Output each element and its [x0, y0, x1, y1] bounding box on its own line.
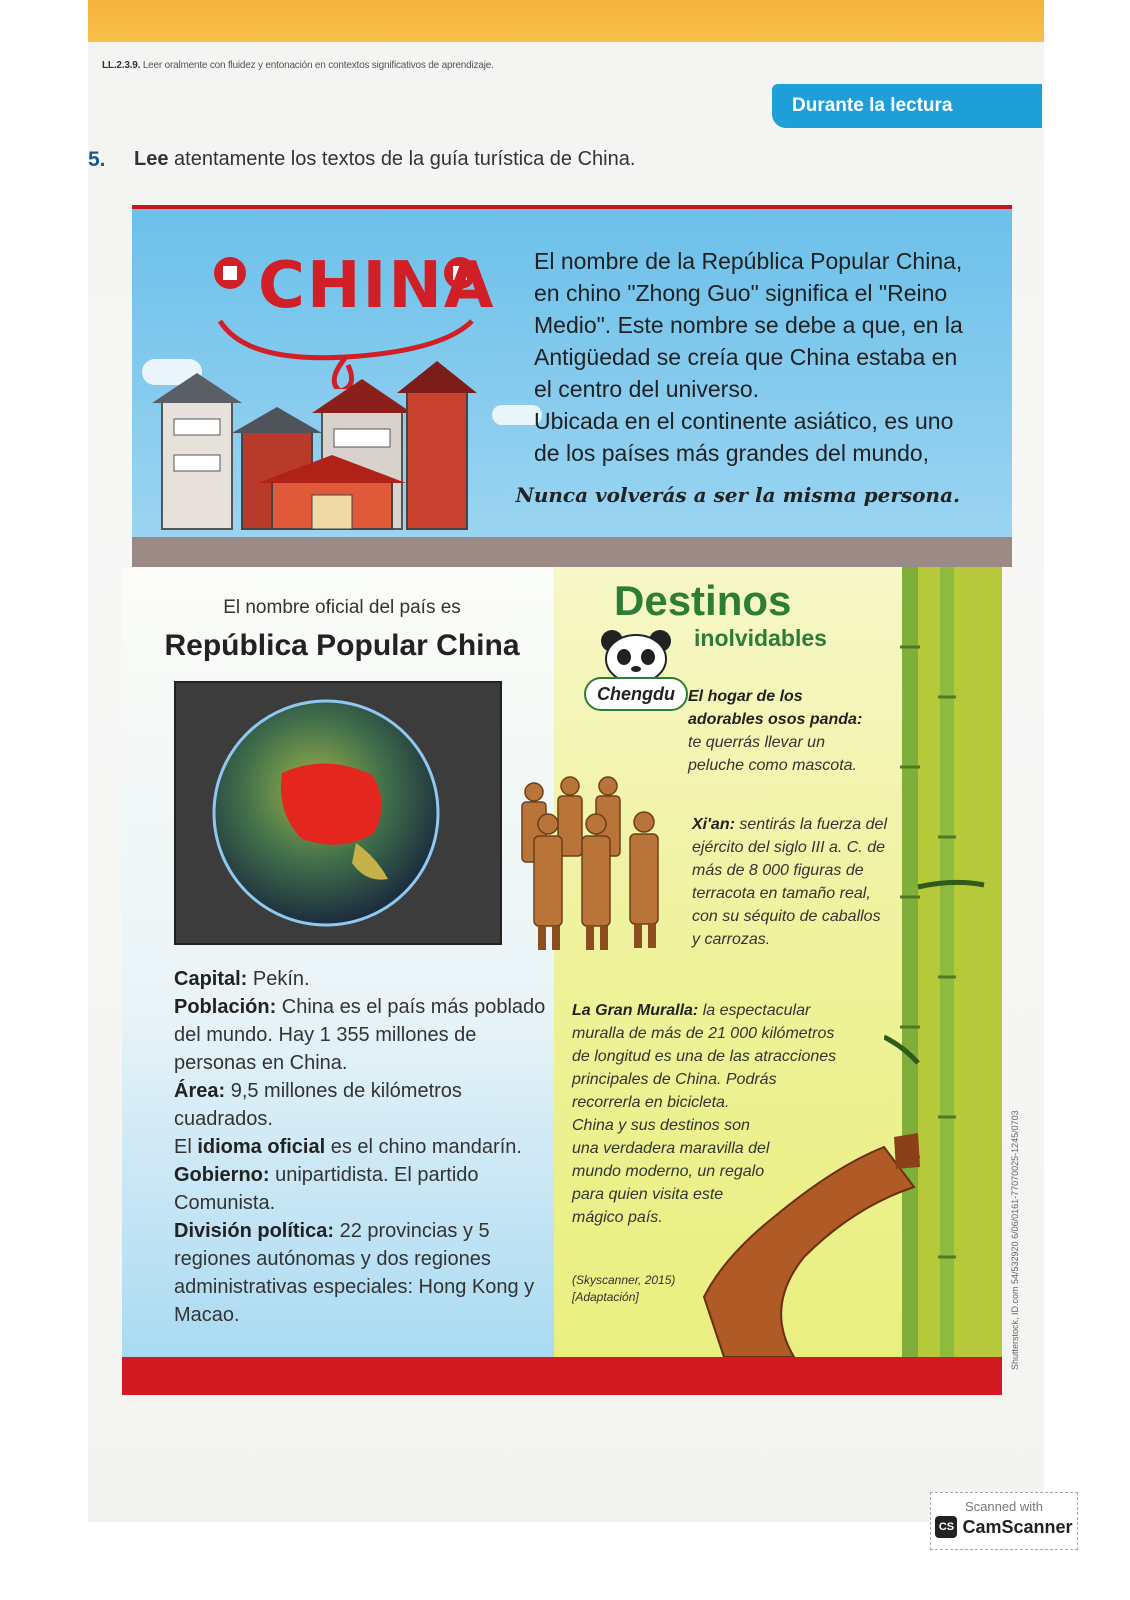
fact-capital: Capital: Pekín.: [174, 968, 310, 990]
banner-slogan: Nunca volverás a ser la misma persona.: [515, 483, 960, 507]
great-wall-illustration: [684, 1107, 924, 1357]
section-badge: Durante la lectura: [772, 84, 1042, 128]
source-citation: (Skyscanner, 2015) [Adaptación]: [572, 1273, 676, 1304]
watermark-small-text: Scanned with: [964, 1499, 1044, 1514]
side-credit: Shutterstock, ID.com 54/532920 6/06/0161-77070025-1245/0703: [1010, 1110, 1020, 1370]
watermark-brand: CS CamScanner: [931, 1516, 1077, 1538]
fact-government: Gobierno: unipartidista. El partido Comunista.: [174, 1164, 479, 1214]
china-banner: [132, 205, 1012, 567]
country-facts-list: [174, 965, 554, 1329]
destinations-title: Destinos: [614, 577, 792, 624]
official-name-intro: El nombre oficial del país es: [223, 597, 461, 618]
camscanner-watermark: [930, 1492, 1078, 1550]
banner-ground: [132, 537, 1012, 567]
fact-political-division: División política: 22 provincias y 5 regiones autónomas y dos regiones administrativas especiales: Hong Kong y Macao.: [174, 1220, 535, 1326]
banner-intro-text: El nombre de la República Popular China, en chino "Zhong Guo" significa el "Reino Medio". Este nombre se debe a que, en la Antigüedad se creía que China estaba en el centro del universo. Ubicada en el continente asiático, es uno de los países más grandes del mundo,: [534, 248, 963, 466]
closing-text: China y sus destinos son una verdadera maravilla del mundo moderno, un regalo para quien visita este mágico país.: [572, 1117, 770, 1226]
fact-language: El idioma oficial es el chino mandarín.: [174, 1136, 522, 1158]
question-text: Lee atentamente los textos de la guía turística de China.: [134, 148, 636, 170]
destinations-subtitle: inolvidables: [694, 625, 827, 651]
fact-area: Área: 9,5 millones de kilómetros cuadrados.: [174, 1080, 462, 1130]
chengdu-text: El hogar de los adorables osos panda: te querrás llevar un peluche como mascota.: [688, 688, 863, 774]
chengdu-label: Chengdu: [584, 677, 688, 711]
globe-illustration: [176, 683, 502, 945]
standard-code: LL.2.3.9. Leer oralmente con fluidez y entonación en contextos significativos de aprendizaje.: [102, 60, 494, 71]
camscanner-icon: CS: [935, 1516, 957, 1538]
lower-section: [122, 567, 1002, 1357]
globe-photo: [174, 681, 502, 945]
fact-population: Población: China es el país más poblado del mundo. Hay 1 355 millones de personas en China.: [174, 996, 546, 1074]
question-number: 5.: [88, 148, 106, 171]
bottom-red-bar: [122, 1357, 1002, 1395]
chinese-buildings-illustration: [152, 359, 502, 539]
xian-text: Xi'an: sentirás la fuerza del ejército del siglo III a. C. de más de 8 000 figuras de terracota en tamaño real, con su séquito de caballos y carrozas.: [692, 816, 887, 948]
banner-title: CHINA: [258, 249, 496, 323]
terracota-warriors-illustration: [504, 772, 684, 962]
muralla-text: La Gran Muralla: la espectacular muralla de más de 21 000 kilómetros de longitud es una de las atracciones principales de China. Podrás recorrerla en bicicleta.: [572, 1002, 837, 1111]
destinations-panel: [554, 567, 1002, 1357]
official-name: República Popular China: [164, 629, 520, 662]
country-facts-panel: [122, 567, 562, 1357]
panda-icon: [596, 627, 676, 683]
